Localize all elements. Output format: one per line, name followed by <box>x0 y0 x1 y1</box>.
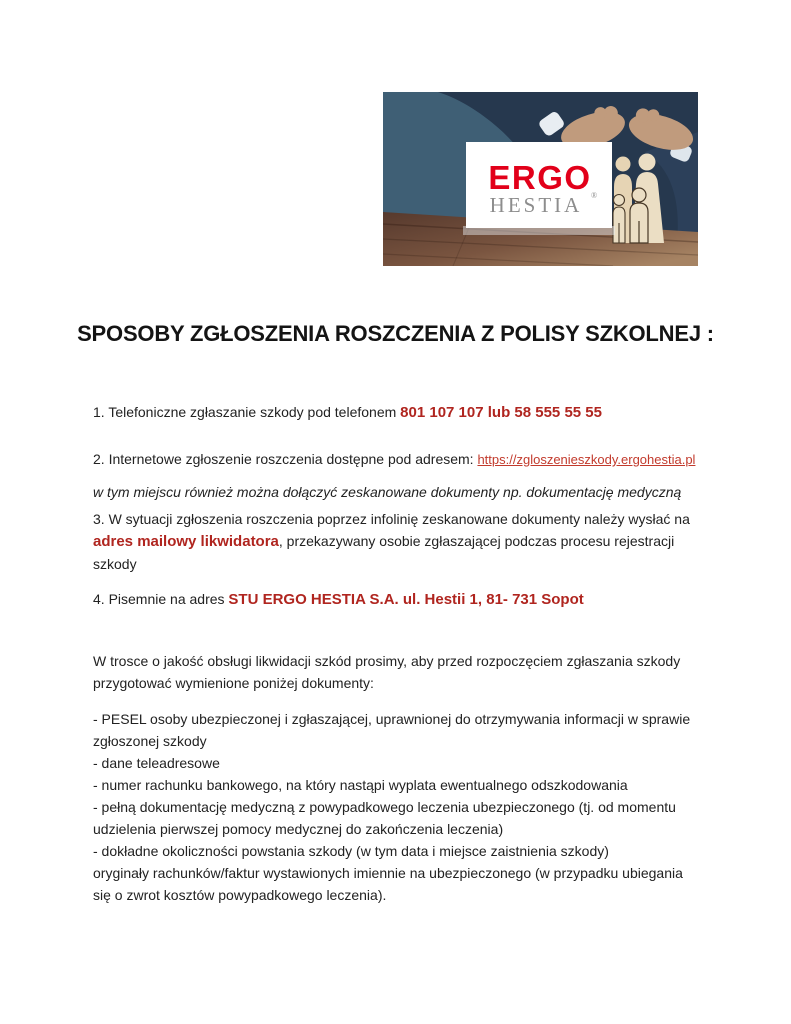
hero-photo-illustration <box>383 92 698 266</box>
document-list-item: - pełną dokumentację medyczną z powypadkowego leczenia ubezpieczonego (tj. od momentu <box>93 799 676 815</box>
hestia-logo-text: HESTIA <box>489 193 583 217</box>
adjuster-email-highlight: adres mailowy likwidatora <box>93 533 279 550</box>
claim-method-phone <box>93 401 753 424</box>
hero-photo <box>383 92 698 266</box>
ergo-hestia-logo-card <box>463 142 615 235</box>
documents-intro-line2: przygotować wymienione poniżej dokumenty: <box>93 675 374 691</box>
claim-method-email-line2-rest: , przekazywany osobie zgłaszającej podczas procesu rejestracji <box>278 533 675 549</box>
document-list-item: - PESEL osoby ubezpieczonej i zgłaszającej, uprawnionej do otrzymywania informacji w sprawie <box>93 711 691 727</box>
claim-method-online-note: w tym miejscu również można dołączyć zeskanowane dokumenty np. dokumentację medyczną <box>93 484 682 500</box>
document-list-item: - numer rachunku bankowego, na który nastąpi wyplata ewentualnego odszkodowania <box>93 777 628 793</box>
claim-method-email-line1: 3. W sytuacji zgłoszenia roszczenia poprzez infolinię zeskanowane dokumenty należy wysłać na <box>93 511 690 527</box>
document-list-item: się o zwrot kosztów powypadkowego leczenia). <box>93 887 387 903</box>
phone-numbers: 801 107 107 lub 58 555 55 55 <box>400 404 602 421</box>
claim-method-online-text: 2. Internetowe zgłoszenie roszczenia dostępne pod adresem: <box>93 451 478 467</box>
claim-method-email-line3: szkody <box>93 556 137 572</box>
document-list-item: oryginały rachunków/faktur wystawionych imiennie na ubezpieczonego (w przypadku ubiegania <box>93 865 683 881</box>
document-list-item: - dokładne okoliczności powstania szkody (w tym data i miejsce zaistnienia szkody) <box>93 843 609 859</box>
document-list-item: udzielenia pierwszej pomocy medycznej do zakończenia leczenia) <box>93 821 504 837</box>
registered-trademark-icon: ® <box>591 191 598 200</box>
claim-method-mail <box>93 588 753 611</box>
claim-method-mail-text: 4. Pisemnie na adres <box>93 591 229 607</box>
claim-method-online <box>93 448 753 471</box>
documents-intro-line1: W trosce o jakość obsługi likwidacji szkód prosimy, aby przed rozpoczęciem zgłaszania szkody <box>93 653 681 669</box>
document-list-item: - dane teleadresowe <box>93 755 220 771</box>
page-title: SPOSOBY ZGŁOSZENIA ROSZCZENIA Z POLISY SZKOLNEJ : <box>77 321 714 346</box>
claim-method-email <box>93 508 753 575</box>
required-documents-list <box>93 708 753 906</box>
claim-portal-link[interactable]: https://zgloszenieszkody.ergohestia.pl <box>477 452 696 467</box>
document-list-item: zgłoszonej szkody <box>93 733 207 749</box>
documents-intro <box>93 650 753 694</box>
postal-address-highlight: STU ERGO HESTIA S.A. ul. Hestii 1, 81- 731 Sopot <box>228 591 584 608</box>
ergo-logo-text: ERGO <box>488 159 592 196</box>
claim-method-phone-text: 1. Telefoniczne zgłaszanie szkody pod telefonem <box>93 404 401 420</box>
claim-method-email-line2 <box>93 530 753 553</box>
